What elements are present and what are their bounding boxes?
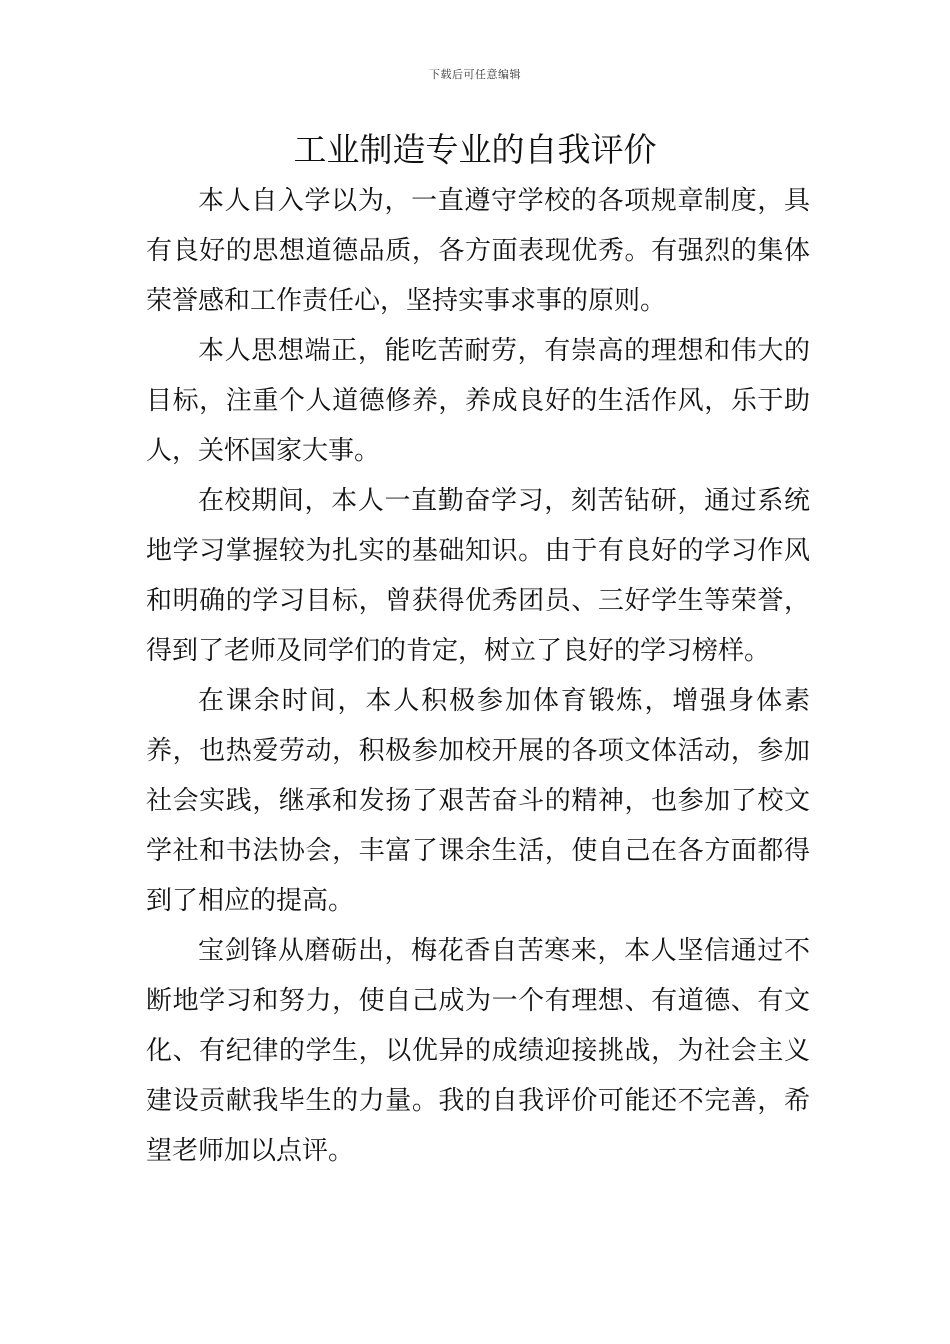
paragraph-5: 宝剑锋从磨砺出，梅花香自苦寒来，本人坚信通过不断地学习和努力，使自己成为一个有理想、有道德、有文化、有纪律的学生，以优异的成绩迎接挑战，为社会主义建设贡献我毕生的力量。我的自我评价可能还不完善，希望老师加以点评。 [146, 936, 810, 1166]
paragraph-4: 在课余时间，本人积极参加体育锻炼，增强身体素养，也热爱劳动，积极参加校开展的各项文体活动，参加社会实践，继承和发扬了艰苦奋斗的精神，也参加了校文学社和书法协会，丰富了课余生活，使自己在各方面都得到了相应的提高。 [146, 686, 810, 916]
page-header-note: 下载后可任意编辑 [429, 68, 521, 81]
paragraph-1: 本人自入学以为，一直遵守学校的各项规章制度，具有良好的思想道德品质，各方面表现优秀。有强烈的集体荣誉感和工作责任心，坚持实事求事的原则。 [146, 186, 810, 316]
paragraph-2: 本人思想端正，能吃苦耐劳，有崇高的理想和伟大的目标，注重个人道德修养，养成良好的生活作风，乐于助人，关怀国家大事。 [146, 336, 810, 466]
document-body [146, 176, 810, 1176]
document-title: 工业制造专业的自我评价 [293, 130, 657, 169]
paragraph-3: 在校期间，本人一直勤奋学习，刻苦钻研，通过系统地学习掌握较为扎实的基础知识。由于有良好的学习作风和明确的学习目标，曾获得优秀团员、三好学生等荣誉，得到了老师及同学们的肯定，树立了良好的学习榜样。 [146, 486, 810, 666]
